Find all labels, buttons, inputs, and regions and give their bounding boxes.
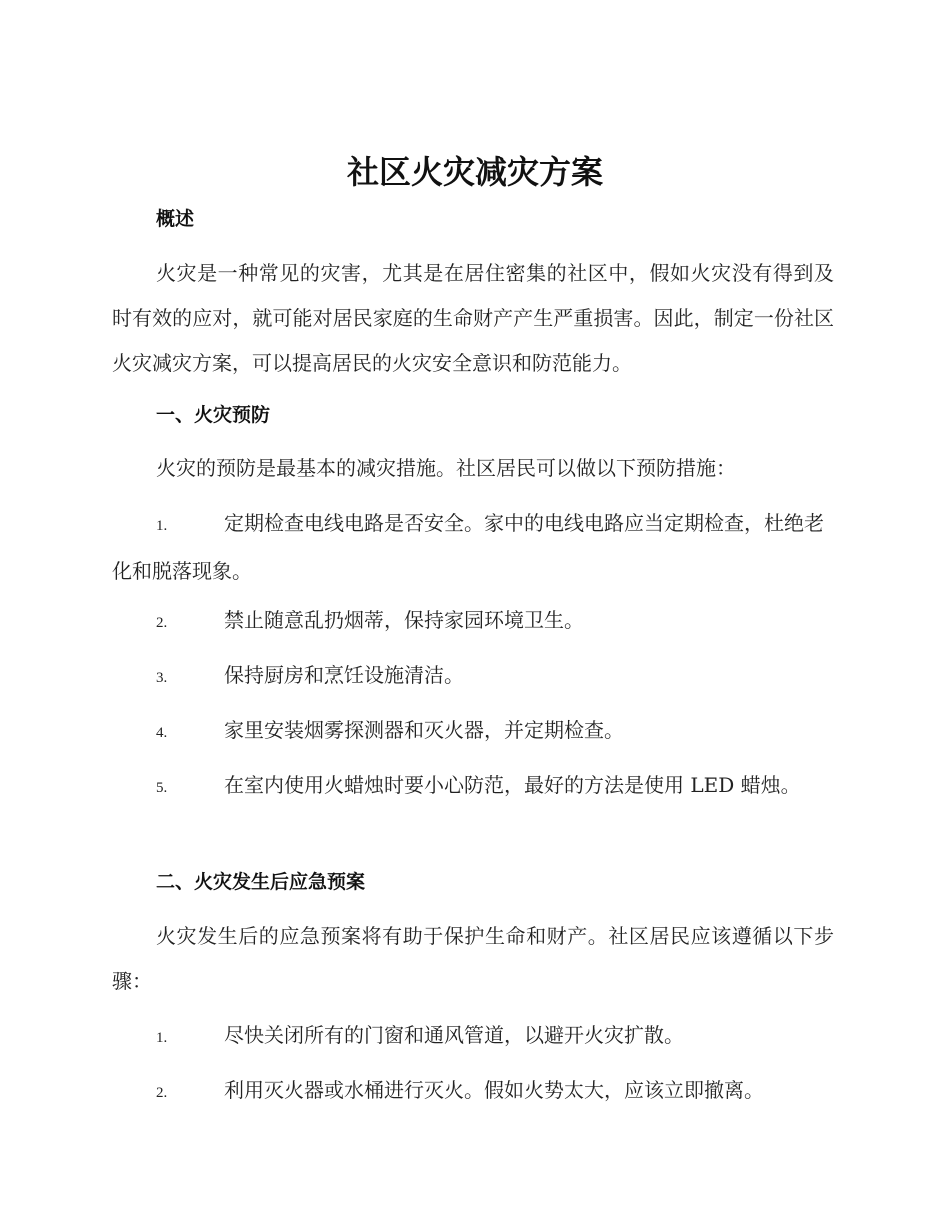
list-item: [112, 598, 834, 646]
list-number: 1.: [156, 1030, 168, 1046]
list-text: 禁止随意乱扔烟蒂，保持家园环境卫生。: [224, 608, 584, 632]
list-text: 尽快关闭所有的门窗和通风管道，以避开火灾扩散。: [224, 1023, 684, 1047]
overview-paragraph: 火灾是一种常见的灾害，尤其是在居住密集的社区中，假如火灾没有得到及时有效的应对，就可能对居民家庭的生命财产产生严重损害。因此，制定一份社区火灾减灾方案，可以提高居民的火灾安全意识和防范能力。: [112, 261, 834, 375]
list-item: [112, 708, 834, 756]
section-heading-emergency: 二、火灾发生后应急预案: [156, 871, 366, 893]
list-item: [112, 763, 834, 811]
list-number: 5.: [156, 780, 168, 796]
prevention-intro: 火灾的预防是最基本的减灾措施。社区居民可以做以下预防措施：: [156, 456, 736, 480]
section-heading-overview: 概述: [156, 208, 195, 230]
list-text: 家里安装烟雾探测器和灭火器，并定期检查。: [224, 718, 624, 742]
list-number: 4.: [156, 725, 168, 741]
list-number: 3.: [156, 670, 168, 686]
list-text: 在室内使用火蜡烛时要小心防范，最好的方法是使用 LED 蜡烛。: [224, 773, 801, 797]
list-text: 保持厨房和烹饪设施清洁。: [224, 663, 464, 687]
list-item: [112, 1068, 834, 1116]
list-text: 定期检查电线电路是否安全。家中的电线电路应当定期检查，杜绝老化和脱落现象。: [112, 511, 824, 583]
list-item: [112, 1013, 834, 1061]
list-number: 2.: [156, 1085, 168, 1101]
list-number: 2.: [156, 615, 168, 631]
section-heading-prevention: 一、火灾预防: [156, 404, 271, 426]
list-text: 利用灭火器或水桶进行灭火。假如火势太大，应该立即撤离。: [224, 1078, 764, 1102]
emergency-intro: 火灾发生后的应急预案将有助于保护生命和财产。社区居民应该遵循以下步骤：: [112, 924, 834, 993]
document-title: 社区火灾减灾方案: [346, 153, 603, 191]
list-item: [112, 501, 834, 594]
list-number: 1.: [156, 518, 168, 534]
list-item: [112, 653, 834, 701]
